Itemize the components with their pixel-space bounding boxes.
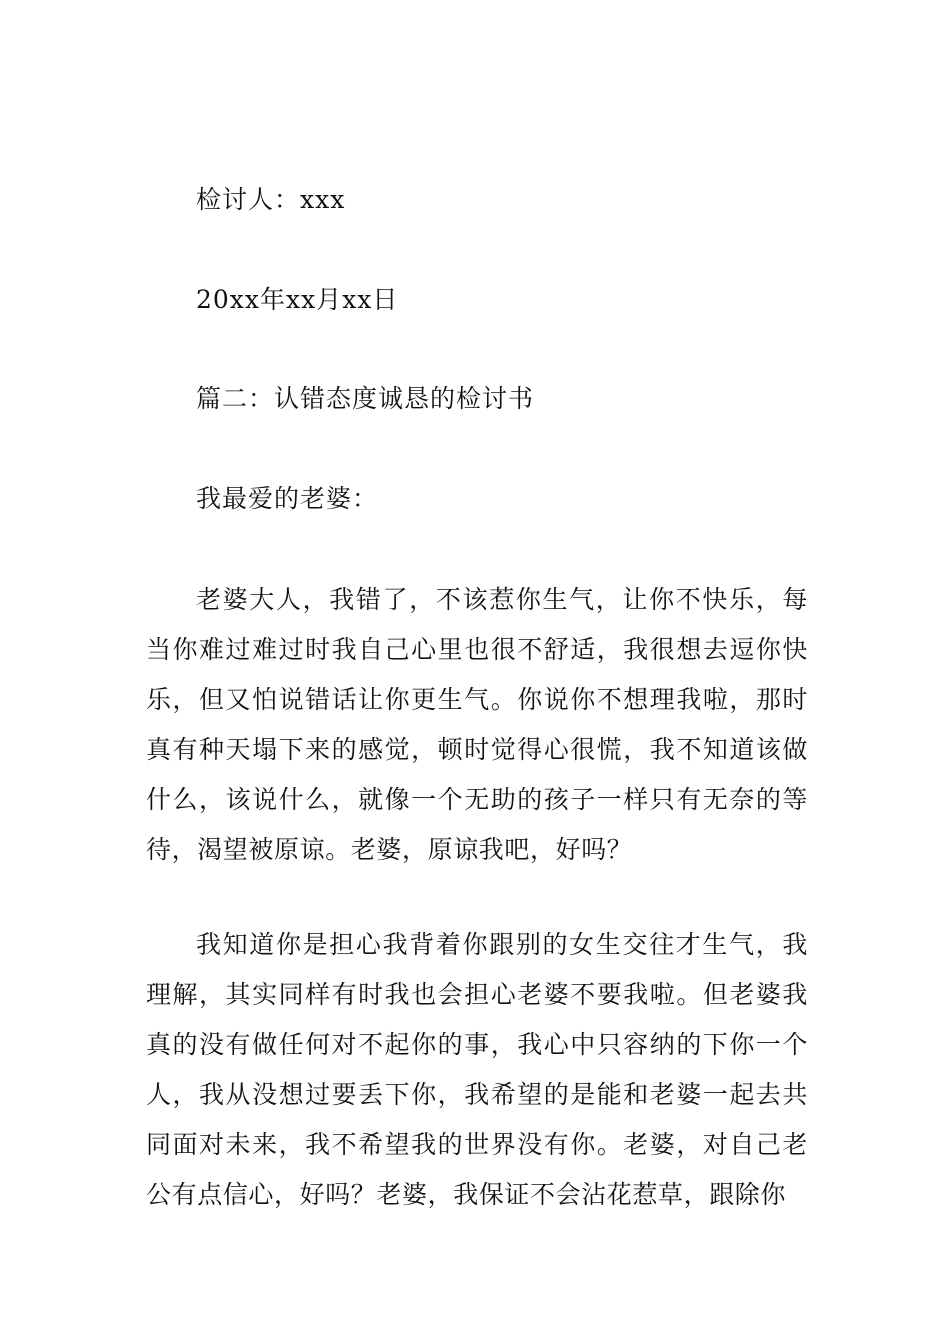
body-paragraph-2: 我知道你是担心我背着你跟别的女生交往才生气，我理解，其实同样有时我也会担心老婆不要我啦。但老婆我真的没有做任何对不起你的事，我心中只容纳的下你一个人，我从没想过要丢下你，我希望的是能和老婆一起去共同面对未来，我不希望我的世界没有你。老婆，对自己老公有点信心，好吗？老婆，我保证不会沾花惹草，跟除你 (146, 930, 808, 1209)
signer-line: 检讨人：xxx (196, 185, 346, 214)
salutation: 我最爱的老婆： (196, 484, 379, 513)
date-line: 20xx年xx月xx日 (196, 285, 399, 314)
section-title: 篇二：认错态度诚恳的检讨书 (196, 384, 535, 413)
body-paragraph-1: 老婆大人，我错了，不该惹你生气，让你不快乐，每当你难过难过时我自己心里也很不舒适，我很想去逗你快乐，但又怕说错话让你更生气。你说你不想理我啦，那时真有种天塌下来的感觉，顿时觉得心很慌，我不知道该做什么，该说什么，就像一个无助的孩子一样只有无奈的等待，渴望被原谅。老婆，原谅我吧，好吗？ (146, 585, 808, 864)
